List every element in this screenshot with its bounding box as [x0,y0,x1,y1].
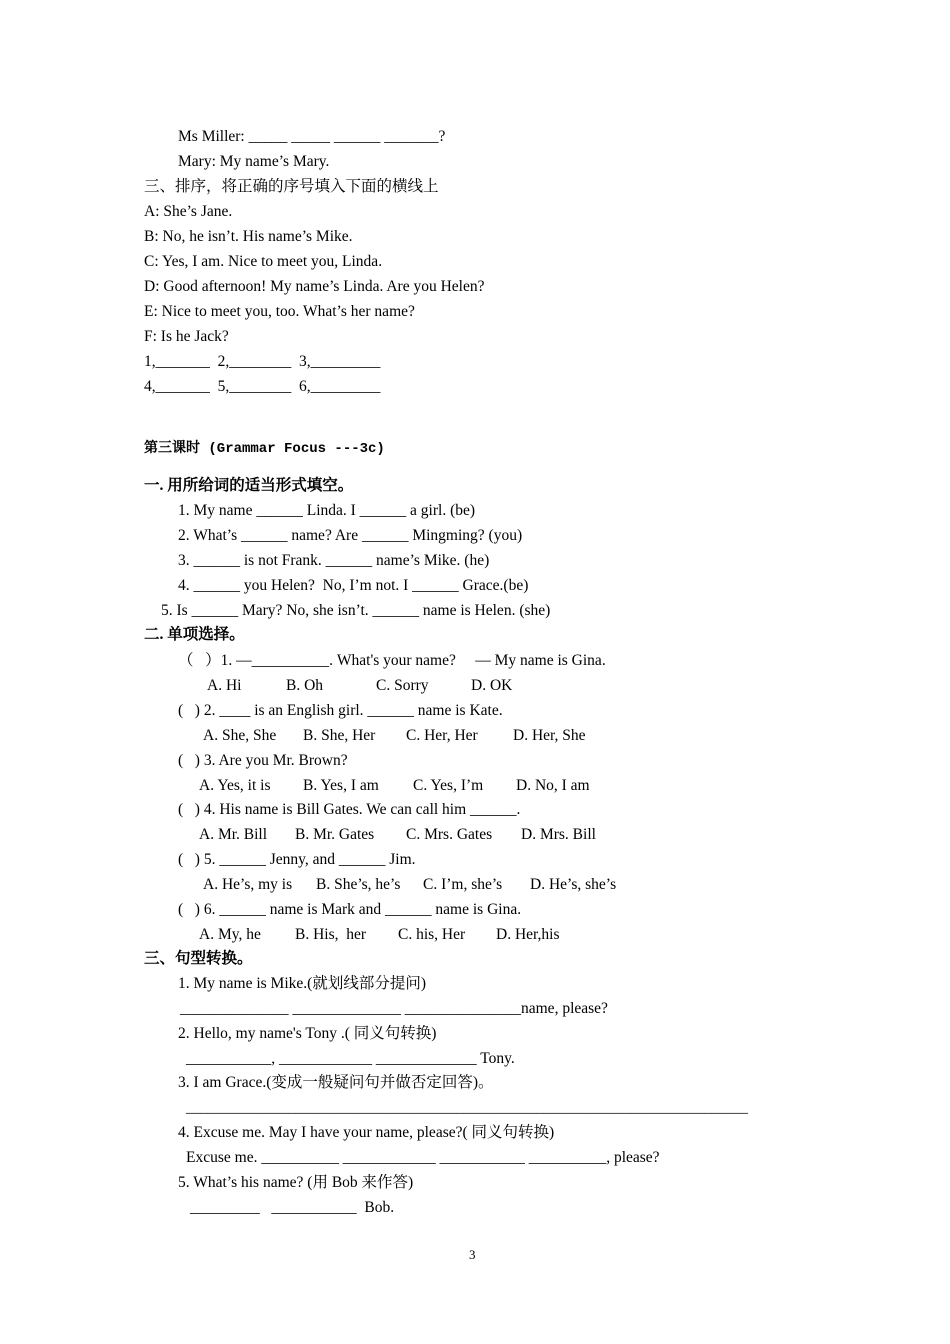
choice-q5-opt-a: A. He’s, my is [203,876,293,893]
choice-q3-opt-c: C. Yes, I’m [413,777,484,794]
choice-q1-opt-a: A. Hi [207,677,242,694]
transform-q4: 4. Excuse me. May I have your name, please?( 同义句转换) [178,1124,555,1141]
transform-q5-answer-line: _________ ___________ Bob. [190,1199,395,1216]
choice-q5-opt-b: B. She’s, he’s [316,876,401,893]
order-item-e: E: Nice to meet you, too. What’s her name? [144,303,415,320]
choice-q2-opt-c: C. Her, Her [406,727,478,744]
transform-q5: 5. What’s his name? (用 Bob 来作答) [178,1174,414,1191]
choice-q6-opt-d: D. Her,his [496,926,560,943]
choice-q1-opt-d: D. OK [471,677,513,694]
choice-q1-opt-b: B. Oh [286,677,324,694]
choice-q6-opt-a: A. My, he [199,926,261,943]
dialog-line-ms-miller: Ms Miller: _____ _____ ______ _______? [178,128,446,145]
choice-q2: ( ) 2. ____ is an English girl. ______ name is Kate. [178,702,503,719]
choice-q3-opt-a: A. Yes, it is [199,777,271,794]
choice-q1-opt-c: C. Sorry [376,677,429,694]
transform-q2: 2. Hello, my name's Tony .( 同义句转换) [178,1025,437,1042]
transform-q1-answer-line: ______________ ______________ _______________name, please? [180,1000,608,1017]
choice-q6: ( ) 6. ______ name is Mark and ______ name is Gina. [178,901,522,918]
choice-q3-opt-d: D. No, I am [516,777,590,794]
choice-q4-opt-b: B. Mr. Gates [295,826,375,843]
fill-item-1: 1. My name ______ Linda. I ______ a girl. (be) [178,502,476,519]
fill-item-3: 3. ______ is not Frank. ______ name’s Mike. (he) [178,552,490,569]
choice-q4-opt-a: A. Mr. Bill [199,826,268,843]
transform-q3-answer-line: _____________________________________________________________________________ [186,1100,748,1116]
choice-q2-opt-d: D. Her, She [513,727,586,744]
choice-q4: ( ) 4. His name is Bill Gates. We can call him ______. [178,801,521,818]
choice-q2-opt-b: B. She, Her [303,727,376,744]
transform-q2-answer-line: ___________, ____________ _____________ Tony. [186,1050,515,1067]
choice-q4-opt-c: C. Mrs. Gates [406,826,493,843]
choice-q5-opt-c: C. I’m, she’s [423,876,503,893]
page-number: 3 [469,1247,476,1262]
choice-q4-opt-d: D. Mrs. Bill [521,826,596,843]
order-heading: 三、排序，将正确的序号填入下面的横线上 [144,178,439,195]
choice-q3-opt-b: B. Yes, I am [303,777,379,794]
fill-item-5: 5. Is ______ Mary? No, she isn’t. ______ name is Helen. (she) [161,602,551,619]
order-item-a: A: She’s Jane. [144,203,233,220]
order-item-d: D: Good afternoon! My name’s Linda. Are you Helen? [144,278,485,295]
choice-q6-opt-b: B. His, her [295,926,367,943]
order-blanks-row-2: 4,_______ 5,________ 6,_________ [144,378,381,395]
lesson-title: 第三课时 (Grammar Focus ---3c) [144,441,385,457]
order-blanks-row-1: 1,_______ 2,________ 3,_________ [144,353,381,370]
fill-heading: 一. 用所给词的适当形式填空。 [144,477,354,494]
order-item-b: B: No, he isn’t. His name’s Mike. [144,228,353,245]
fill-item-4: 4. ______ you Helen? No, I’m not. I ______ Grace.(be) [178,577,529,594]
choice-q3: ( ) 3. Are you Mr. Brown? [178,752,348,769]
choice-q2-opt-a: A. She, She [203,727,277,744]
order-item-c: C: Yes, I am. Nice to meet you, Linda. [144,253,383,270]
choice-heading: 二. 单项选择。 [144,626,245,643]
transform-q4-answer-line: Excuse me. __________ ____________ ___________ __________, please? [186,1149,660,1166]
transform-heading: 三、句型转换。 [144,950,253,967]
choice-q1: （ ）1. —__________. What's your name? — My name is Gina. [178,652,606,669]
fill-item-2: 2. What’s ______ name? Are ______ Mingming? (you) [178,527,523,544]
choice-q5: ( ) 5. ______ Jenny, and ______ Jim. [178,851,416,868]
order-item-f: F: Is he Jack? [144,328,229,345]
choice-q6-opt-c: C. his, Her [398,926,466,943]
transform-q1: 1. My name is Mike.(就划线部分提问) [178,975,426,992]
transform-q3: 3. I am Grace.(变成一般疑问句并做否定回答)。 [178,1074,494,1091]
choice-q5-opt-d: D. He’s, she’s [530,876,617,893]
dialog-line-mary: Mary: My name’s Mary. [178,153,330,170]
